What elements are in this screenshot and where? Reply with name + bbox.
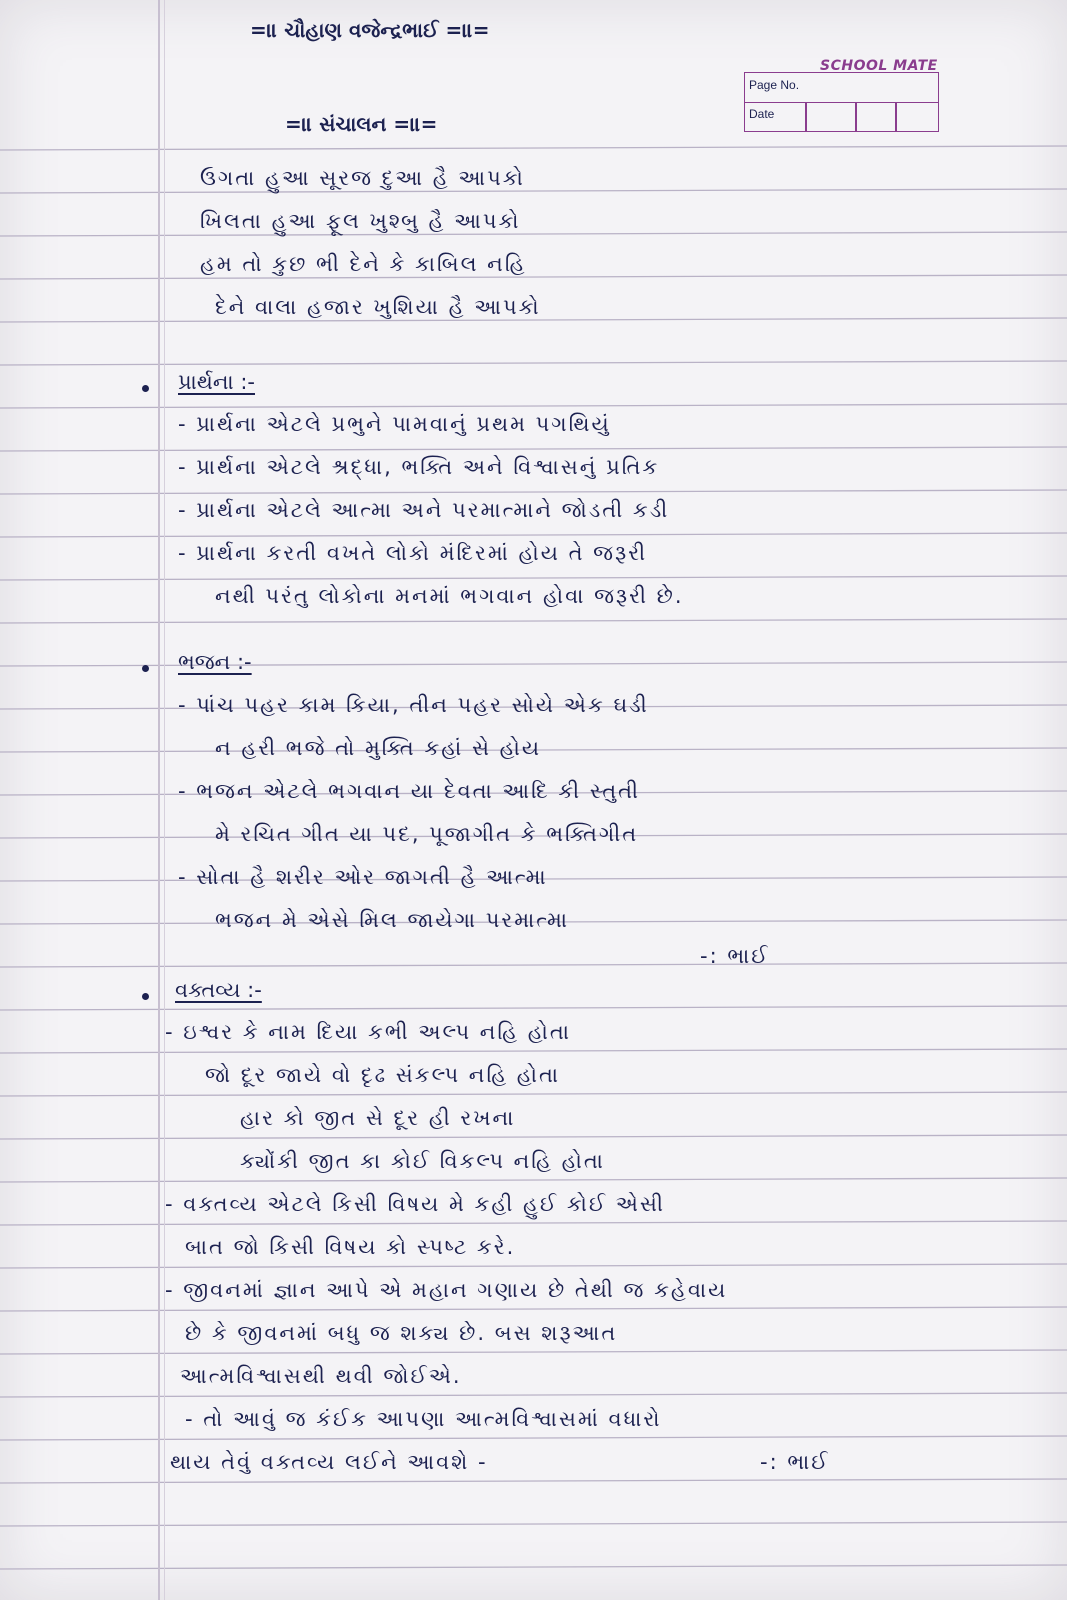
brand-logo: SCHOOL MATE [820,58,938,74]
anchoring-line: ઉગતા હુઆ સૂરજ દુઆ હૈ આપકો [200,166,525,190]
bhajan-line: ન હરી ભજે તો મુક્તિ કહાં સે હોય [215,736,542,760]
speech-line: છે કે જીવનમાં બધુ જ શક્ય છે. બસ શરૂઆત [185,1321,618,1345]
bullet [142,993,149,1000]
bhajan-line: ભજન મે એસે મિલ જાયેગા પરમાત્મા [215,908,569,932]
prayer-line: નથી પરંતુ લોકોના મનમાં ભગવાન હોવા જરૂરી છે. [215,584,684,608]
anchoring-line: ખિલતા હુઆ ફૂલ ખુશ્બુ હૈ આપકો [200,209,521,233]
speech-line: - વક્તવ્ય એટલે કિસી વિષય મે કહી હુઈ કોઈ એસી [165,1192,665,1216]
date-label: Date [749,107,775,121]
bullet [142,665,149,672]
bhajan-line: મે રચિત ગીત યા પદ, પૂજાગીત કે ભક્તિગીત [215,822,639,846]
speech-line: - ઇશ્વર કે નામ દિયા કભી અલ્પ નહિ હોતા [165,1020,571,1044]
margin-line [158,0,160,1600]
prayer-line: - પ્રાર્થના એટલે શ્રદ્ધા, ભક્તિ અને વિશ્વાસનું પ્રતિક [178,455,660,479]
speech-line: - જીવનમાં જ્ઞાન આપે એ મહાન ગણાય છે તેથી જ કહેવાય [165,1278,728,1302]
prayer-line: - પ્રાર્થના એટલે આત્મા અને પરમાત્માને જોડતી કડી [178,498,670,522]
speech-line: હાર કો જીત સે દૂર હી રખના [240,1106,516,1130]
page-number-box [744,72,939,132]
speech-credit: -: ભાઈ [760,1450,830,1474]
page-no-label: Page No. [749,78,800,92]
section-heading-anchoring: =॥ સંચાલન =॥= [285,112,438,136]
speech-line: થાય તેવું વક્તવ્ય લઈને આવશે - [170,1450,488,1474]
speech-line: - તો આવું જ કંઈક આપણા આત્મવિશ્વાસમાં વધારો [185,1407,662,1431]
bullet [142,385,149,392]
prayer-line: - પ્રાર્થના એટલે પ્રભુને પામવાનું પ્રથમ પગથિયું [178,412,611,436]
anchoring-line: હમ તો કુછ ભી દેને કે કાબિલ નહિ [200,252,527,276]
prayer-line: - પ્રાર્થના કરતી વખતે લોકો મંદિરમાં હોય તે જરૂરી [178,541,648,565]
speech-line: બાત જો કિસી વિષય કો સ્પષ્ટ કરે. [185,1235,516,1259]
anchoring-line: દેને વાલા હજાર ખુશિયા હૈ આપકો [215,295,541,319]
margin-line-inner [164,0,165,1600]
bhajan-line: - પાંચ પહર કામ કિયા, તીન પહર સોયે એક ઘડી [178,693,649,717]
page-title: =॥ ચૌહાણ વજેન્દ્રભાઈ =॥= [250,18,490,42]
speech-line: ક્યોંકી જીત કા કોઈ વિકલ્પ નહિ હોતા [240,1149,605,1173]
section-heading-prayer: પ્રાર્થના :- [178,370,255,394]
speech-line: જો દૂર જાયે વો દૃઢ સંકલ્પ નહિ હોતા [205,1063,561,1087]
section-heading-speech: વક્તવ્ય :- [175,978,262,1002]
bhajan-line: - સોતા હૈ શરીર ઓર જાગતી હૈ આત્મા [178,865,548,889]
bhajan-line: - ભજન એટલે ભગવાન યા દેવતા આદિ કી સ્તુતી [178,779,641,803]
section-heading-bhajan: ભજન :- [178,650,252,674]
bhajan-credit: -: ભાઈ [700,944,770,968]
speech-line: આત્મવિશ્વાસથી થવી જોઈએ. [180,1364,462,1388]
